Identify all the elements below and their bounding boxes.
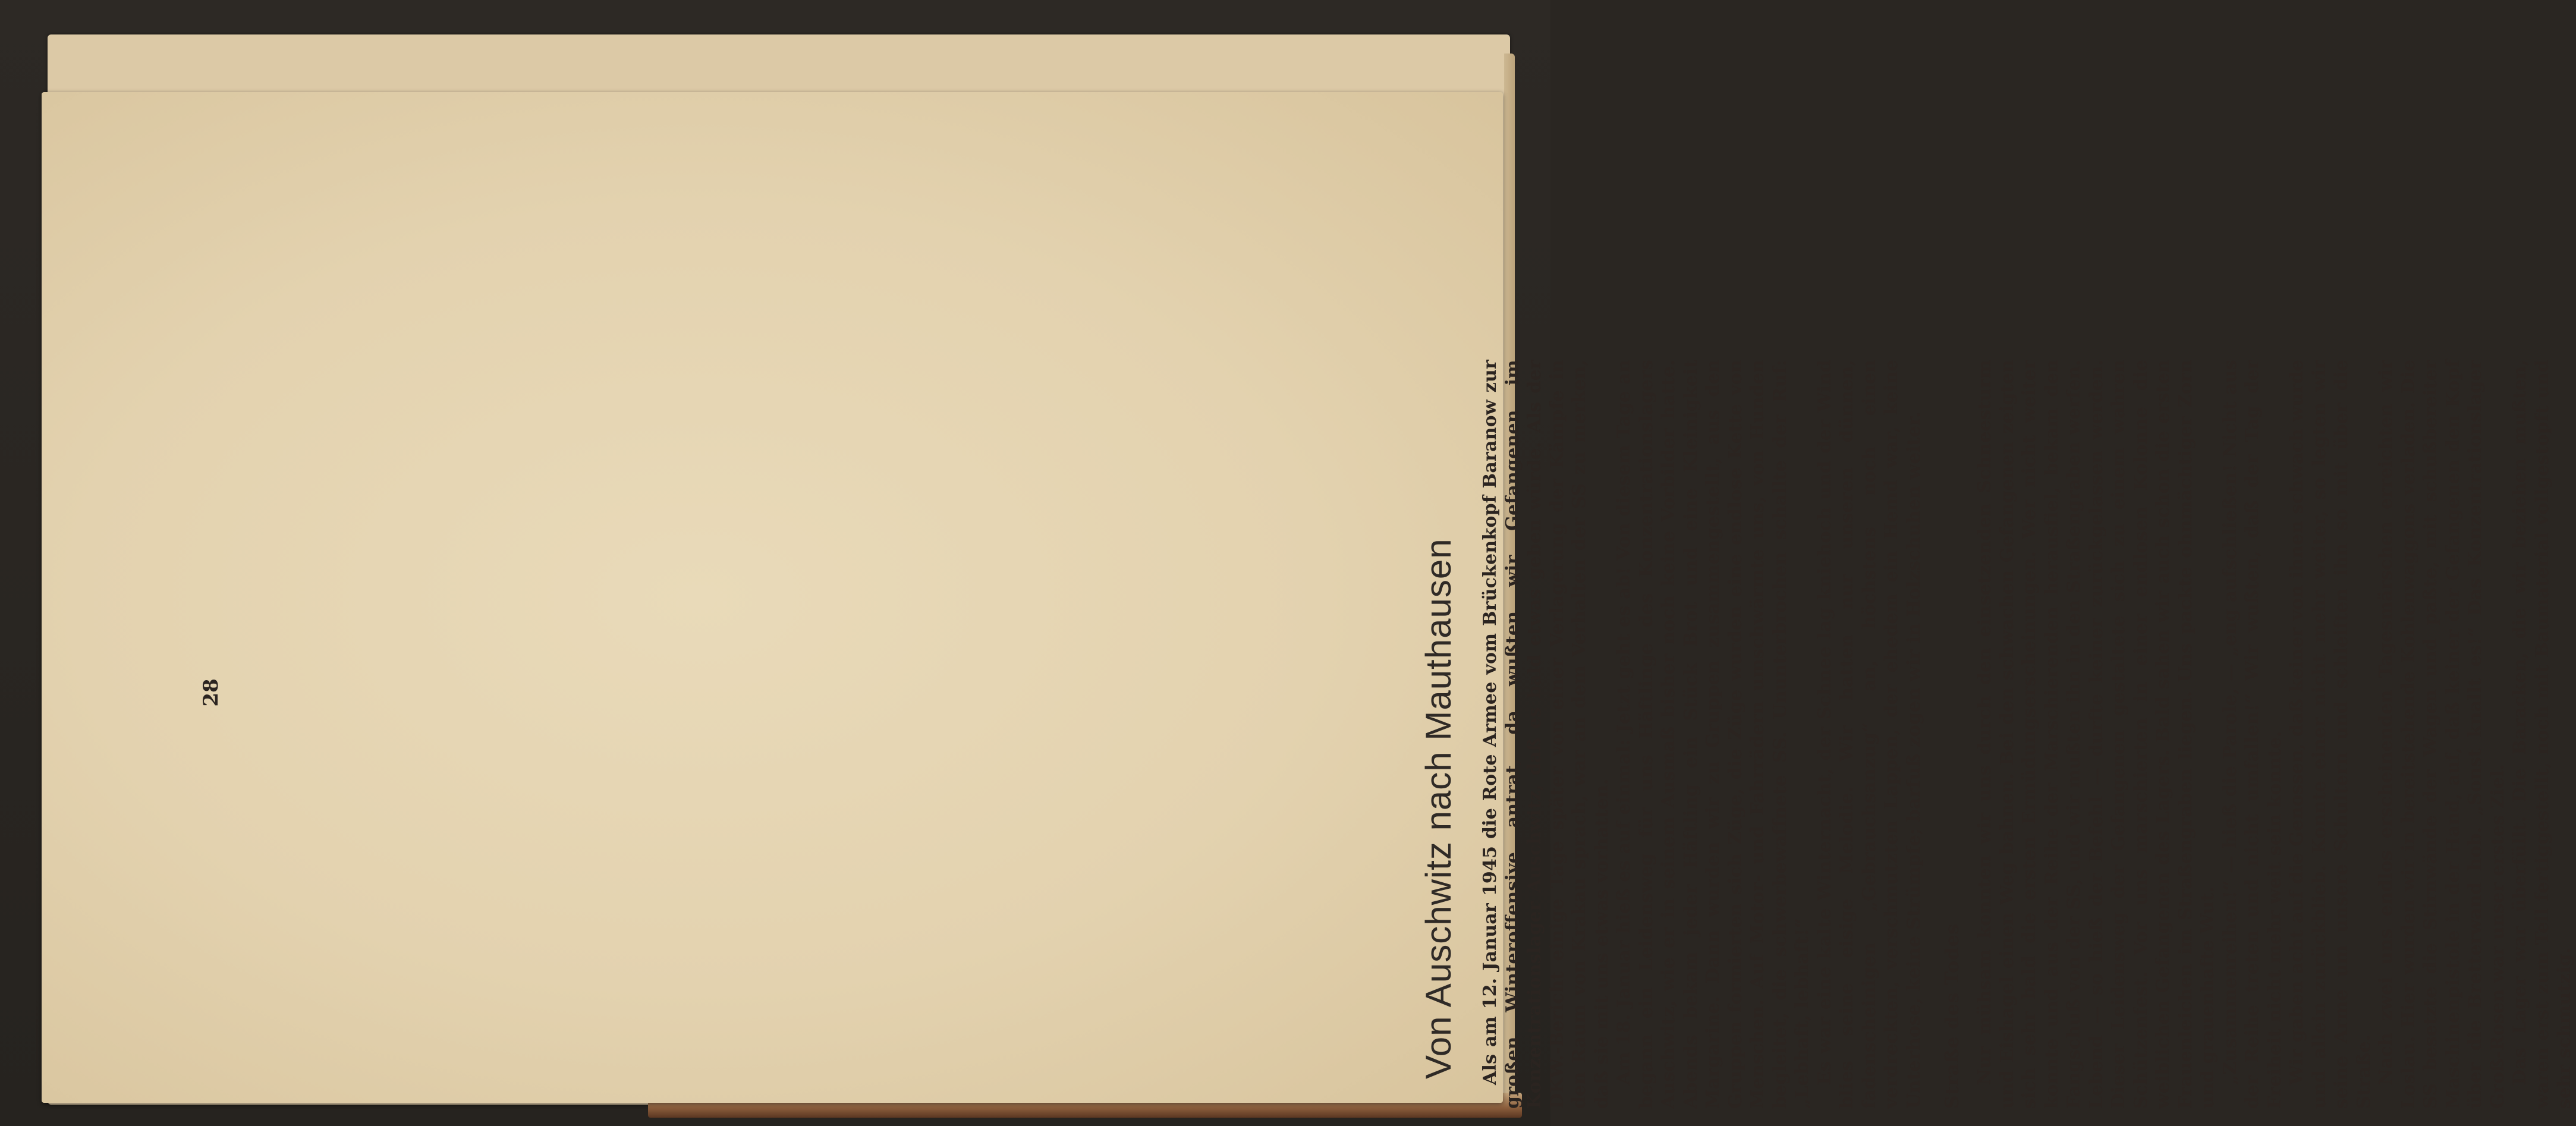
paragraph: Am 18. Januar hieß es auf einmal: Jetzt geht es ab! Von diesem Tage an begann ein Leidensweg für uns Häftlinge des Konzentrationslagers Auschwitz, wie er in seinem Ausmaß bisher noch keine Vorbilder hatte. Abends bekam jeder Häftling ein Stück Brot und eine Kleinigkeit Margarine. Dann wurden wir zu Gruppen zusammengestellt, aus den Gruppen formierten sich Züge, die Züge wurden eine endlose Kette von Menschen. Auf Motor- und Fahrrädern umschwärmte uns, von Hunden begleitet, die schwerbewaffnete SS. Ununterbrochen schallte der Ruf: „Lebhaft, lebhaft!“ [1613, 360, 1813, 1109]
page-number: 28 [199, 678, 223, 707]
paragraph: Wir gaben acht auf die Genossen, daß keiner von ihnen schwach wurde und allein zurückblieb. Konnte einer nicht mehr weiter, so legten wir seine Arme um unsere Schultern und schleiften ihn so mit über die Straße. [2286, 360, 2374, 1109]
section-heading: Straße des Todes [1942, 923, 1963, 1109]
paragraph: Nach zwei uns endlos erscheinenden Tagesmärschen erreichten wir Loslau. Hier wurden wir in bereitstehende Kohlenwaggons verladen. Die SS besetzte die Stirnwände der Wagen und paßte, mit schußbereiter Maschinenpistole in der Hand, auf, daß keiner der Gefangenen den Kopf über die Bretterwand hob. „Sonst knallt es!“ Das Konzentrationslager Groß-Rosen war unser erstes Ziel. [2376, 360, 2508, 1109]
rotated-text-block [1418, 360, 2575, 1109]
paragraph: Nur mühsam konnten wir uns durch den einsetzenden Schneesturm und Eishagel einen Weg bahnen. Bei den schwachen Gefangenen zeigten sich sehr bald die ersten Ermüdungserscheinungen. Wer nicht weiter konnte und aus der Reihe der Marschierenden herausfiel, bekam den Fangschuß von der SS, und wir mußten ihn in den Straßengraben werfen. Lebend — so hieß der Befehl — durfte keiner zurückgelassen werden. Dieser Leidensweg der Gefangenen gestaltete sich zu einem wahren Schützenfest. Vor uns marschierten in einer endlosen Kolonne die weiblichen Gefangenen des Lagers. Bald sahen wir auch schon die ersten Frauenleichen im Straßengraben liegen. Uns packte ohnmächtiger Zorn und grauenhafte Wut. [1974, 360, 2218, 1109]
chapter-title: Von Auschwitz nach Mauthausen [1418, 538, 1458, 1079]
book-page [42, 92, 2575, 1109]
paragraph: Das Lager war überfüllt. Die Baracken, die wir beziehen mußten, waren erst zum Teil fertiggestellt, noch mit Baumaterial vollgestopft und sehr schmutzig. [2509, 360, 2575, 1109]
paragraph: „Zusammenreihen!“ — hieß die Parole, — „eng aufschließen! Nicht aus der Reihe treten und nicht umfallen!“ Wir wußten, daß der Tag der Freiheit nicht mehr weit sein konnte. [2219, 360, 2285, 1109]
paragraph: Es war eine kalte Winternacht, der Schnee lag kniehoch und der Wind blies seine eisige Melodie. Wir hatten nur unseren dünnen, fadenscheinigen „Gebrauchsanzug“ an, höchstens noch einen verdreckten, verschmutzten Lappen, der ehedem ein Hemd war, keine Unterhose, keine Strümpfe; barfuß zogen wir in Holzschuhen weiter. [1814, 360, 1924, 1109]
paragraph: Als am 12. Januar 1945 die Rote Armee vom Brückenkopf Baranow zur großen Winteroffensive antrat, da wußten wir Gefangenen im Konzentrationslager Auschwitz, daß es bald etwas geben würde. Als der DKW.-Bericht einige Tage später von einer Verlagerung der Kämpfe in den Raum von Krakau sprach, war an dem Verhalten der SS zu merken, daß sie mit uns etwas vorhatten. [1480, 360, 1612, 1109]
